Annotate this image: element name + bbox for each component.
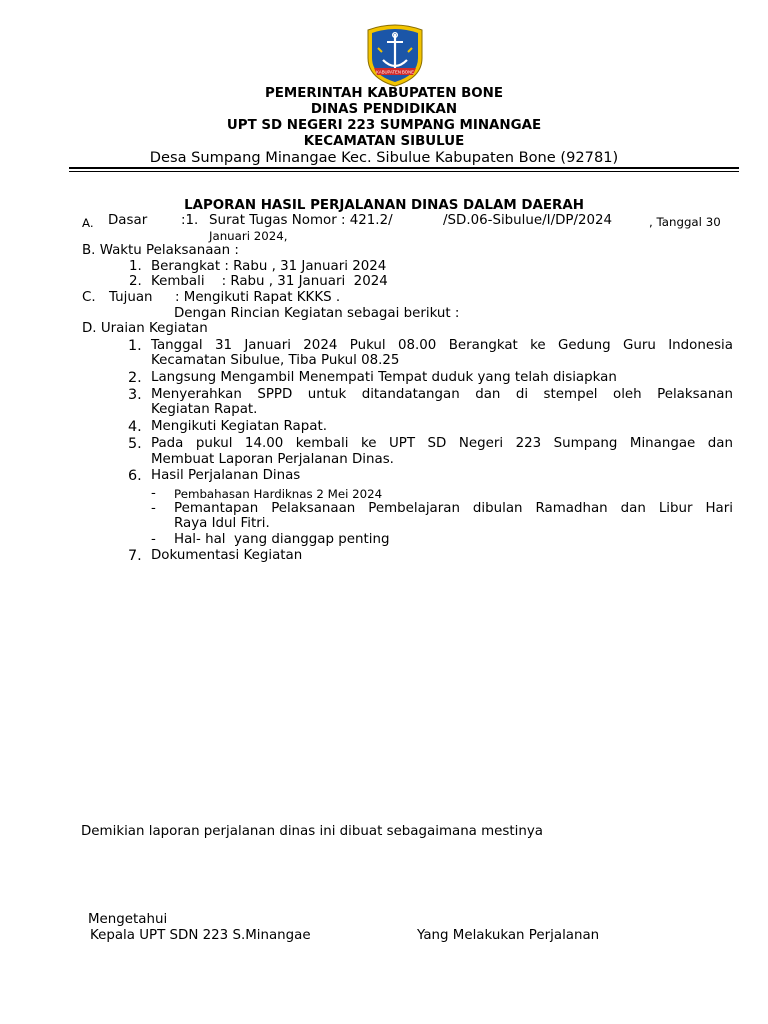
signature-left-title: Kepala UPT SDN 223 S.Minangae [90, 928, 311, 943]
letterhead-rule-thick [69, 167, 739, 169]
dasar-text-a: Surat Tugas Nomor : 421.2/ [209, 213, 393, 228]
uraian-item-7-line-1: Dokumentasi Kegiatan [151, 548, 303, 563]
dasar-text-c: , Tanggal 30 [649, 215, 721, 229]
uraian-item-2-number: 2. [128, 370, 142, 386]
waktu-item-2-number: 2. [129, 274, 142, 289]
uraian-item-1-number: 1. [128, 338, 142, 354]
logo-banner-text: KABUPATEN BONE [376, 69, 414, 75]
signature-right-title: Yang Melakukan Perjalanan [417, 928, 600, 943]
uraian-item-5-line-1: Pada pukul 14.00 kembali ke UPT SD Negeri 223 Sumpang Minangae dan [151, 436, 733, 451]
kabupaten-bone-logo-icon [360, 22, 430, 88]
dasar-text-d: Januari 2024, [209, 229, 288, 243]
letterhead-line-2: DINAS PENDIDIKAN [310, 102, 458, 117]
hasil-item-2-dash: - [151, 501, 156, 516]
dasar-number: :1. [181, 213, 199, 228]
closing-statement: Demikian laporan perjalanan dinas ini dibuat sebagaimana mestinya [81, 824, 543, 839]
waktu-item-1-text: Berangkat : Rabu , 31 Januari 2024 [151, 259, 387, 274]
uraian-item-3-line-1: Menyerahkan SPPD untuk ditandatangan dan di stempel oleh Pelaksanan [151, 387, 733, 402]
tujuan-letter: C. [82, 290, 96, 305]
hasil-item-1-dash: - [151, 486, 156, 501]
tujuan-rincian: Dengan Rincian Kegiatan sebagai berikut : [174, 306, 460, 321]
hasil-item-3-text: Hal- hal yang dianggap penting [174, 532, 390, 547]
uraian-item-1-line-2: Kecamatan Sibulue, Tiba Pukul 08.25 [151, 353, 400, 368]
waktu-item-2-text: Kembali : Rabu , 31 Januari 2024 [151, 274, 388, 289]
uraian-item-5-number: 5. [128, 436, 142, 452]
hasil-item-2-line-1: Pemantapan Pelaksanaan Pembelajaran dibulan Ramadhan dan Libur Hari [174, 501, 733, 516]
uraian-item-3-line-2: Kegiatan Rapat. [151, 402, 258, 417]
uraian-item-7-number: 7. [128, 548, 142, 564]
uraian-item-2-line-1: Langsung Mengambil Menempati Tempat duduk yang telah disiapkan [151, 370, 617, 385]
waktu-label: B. Waktu Pelaksanaan : [82, 243, 239, 258]
waktu-item-1-number: 1. [129, 259, 142, 274]
letterhead-rule-thin [69, 171, 739, 172]
tujuan-text: : Mengikuti Rapat KKKS . [175, 290, 341, 305]
uraian-label: D. Uraian Kegiatan [82, 321, 208, 336]
uraian-item-3-number: 3. [128, 387, 142, 403]
tujuan-label: Tujuan [109, 290, 153, 305]
dasar-label: Dasar [108, 213, 148, 228]
uraian-item-6-number: 6. [128, 468, 142, 484]
letterhead-line-4: KECAMATAN SIBULUE [303, 134, 465, 149]
hasil-item-2-line-2: Raya Idul Fitri. [174, 516, 270, 531]
dasar-letter: A. [82, 216, 94, 230]
letterhead-address: Desa Sumpang Minangae Kec. Sibulue Kabupaten Bone (92781) [149, 149, 619, 166]
hasil-item-3-dash: - [151, 532, 156, 547]
letterhead-line-3: UPT SD NEGERI 223 SUMPANG MINANGAE [226, 118, 542, 133]
signature-mengetahui: Mengetahui [88, 912, 168, 927]
uraian-item-4-number: 4. [128, 419, 142, 435]
document-title: LAPORAN HASIL PERJALANAN DINAS DALAM DAERAH [184, 198, 584, 213]
uraian-item-1-line-1: Tanggal 31 Januari 2024 Pukul 08.00 Berangkat ke Gedung Guru Indonesia [151, 338, 733, 353]
dasar-text-b: /SD.06-Sibulue/I/DP/2024 [443, 213, 613, 228]
uraian-item-5-line-2: Membuat Laporan Perjalanan Dinas. [151, 452, 394, 467]
uraian-item-4-line-1: Mengikuti Kegiatan Rapat. [151, 419, 327, 434]
hasil-item-1-text: Pembahasan Hardiknas 2 Mei 2024 [174, 487, 383, 501]
letterhead-line-1: PEMERINTAH KABUPATEN BONE [264, 86, 504, 101]
uraian-item-6-line-1: Hasil Perjalanan Dinas [151, 468, 301, 483]
